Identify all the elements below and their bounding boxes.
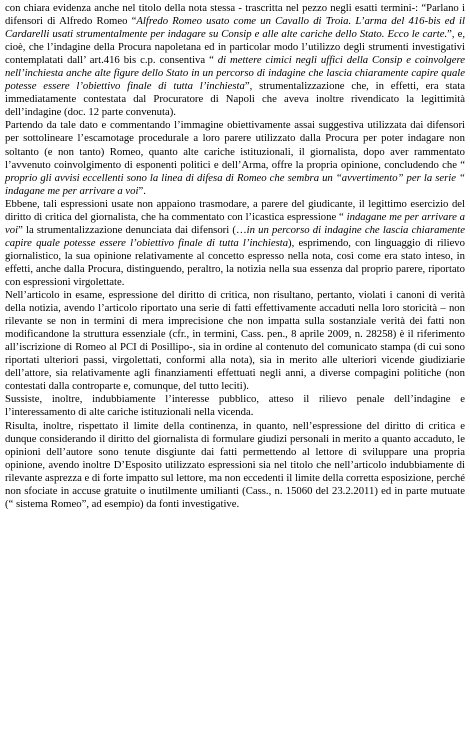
text-run: ), esprimendo, con linguaggio di rilievo giornalistico, la sua opinione relativamente al concetto espresso nella nota, così come era stato inteso, in effetti, anche dalla Procura, distinguendo, peraltro, la notizia nella sua essenza dal proprio parere, riportato con espressioni virgolettate. — [5, 236, 465, 288]
text-run: ”, strumentalizzazione che, in effetti, era stata immediatamente contestata dal Procuratore di Napoli che aveva inoltre rivendicato la legittimità dell’indagine (doc. 12 parte convenuta). — [5, 80, 465, 119]
italic-quote-run: di mettere cimici negli uffici della Consip e coinvolgere nell’inchiesta anche alte figure dello Stato in un percorso di indagine che lascia chiaramente capire quale potesse essere l’obiettivo finale di tutta l’inchiesta — [5, 54, 465, 93]
text-run: ” la strumentalizzazione denunciata dai difensori (… — [18, 223, 247, 236]
text-run: Risulta, inoltre, rispettato il limite della continenza, in quanto, nell’espressione del diritto di critica e dunque considerando il diritto del giornalista di formulare giudizi personali in merito a quanto accaduto, le opinioni dell’autore sono tenute disgiunte dai fatti permettendo al lettore di sviluppare una propria opinione, avendo inoltre D’Esposito utilizzato espressioni sia nel titolo che nell’articolo indubbiamente di rilevante asprezza e di forte impatto sul lettore, ma non eccedenti il limite della corretta esposizione, perché non sfociate in accuse gratuite o inutilmente umilianti (Cass., n. 15060 del 23.2.2011) ed in parte mutuate (“ sistema Romeo”, ad esempio) da fonti investigative. — [5, 419, 465, 510]
text-run: Nell’articolo in esame, espressione del diritto di critica, non risultano, pertanto, violati i canoni di verità della notizia, avendo l’articolo riportato una serie di fatti effettivamente accaduti nella loro storicità – non rilevante se non in termini di mera imprecisione che non impatta sulla sostanziale verità dei fatti non modificandone la struttura essenziale (cfr., in termini, Cass. pen., 8 aprile 2009, n. 28258) è il riferimento all’iscrizione di Romeo al PCI di Posillipo-, sia in ordine al contenuto del comunicato stampa (di cui sono riportati ulteriori passi, virgolettati, conformi alla nota), sia in merito alle ulteriori vicende giudiziarie dell’attore, sia relativamente agli finanziamenti effettuati negli anni, a diverse compagini politiche (non contestati dalla controparte e, comunque, del tutto leciti). — [5, 289, 465, 393]
italic-quote-run: in un percorso di indagine che lascia chiaramente capire quale potesse essere l’obiettivo finale di tutta l’inchiesta — [5, 223, 465, 249]
paragraph — [5, 420, 465, 511]
paragraph — [5, 198, 465, 289]
italic-quote-run: proprio gli avvisi eccellenti sono la linea di difesa di Romeo che sembra un “avvertimento” per la serie “ indagane me per arrivare a voi — [5, 171, 465, 197]
paragraph — [5, 289, 465, 393]
text-run: Ebbene, tali espressioni usate non appaiono trasmodare, a parere del giudicante, il legittimo esercizio del diritto di critica del giornalista, che ha commentato con l’icastica espressione “ — [5, 197, 465, 223]
paragraph — [5, 393, 465, 419]
text-run: con chiara evidenza anche nel titolo della nota stessa - trascritta nel pezzo negli esatti termini-: “Parlano i difensori di Alfredo Romeo “ — [5, 2, 465, 28]
text-run: Sussiste, inoltre, indubbiamente l’interesse pubblico, atteso il rilievo penale dell’indagine e l’interessamento di alte cariche istituzionali nella vicenda. — [5, 393, 465, 419]
text-run: Partendo da tale dato e commentando l’immagine obiettivamente assai suggestiva utilizzata dai difensori per sottolineare l’escamotage procedurale a loro parere utilizzato dalla Procura per poter indagare non soltanto (e non tanto) Romeo, quanto alte cariche istituzionali, il giornalista, dopo aver rammentato l’avvenuto coinvolgimento di esponenti politici e dell’Arma, offre la propria opinione, concludendo che “ — [5, 119, 465, 171]
italic-quote-run: indagane me per arrivare a voi — [5, 210, 465, 236]
paragraph — [5, 2, 465, 119]
paragraph — [5, 119, 465, 197]
italic-quote-run: Alfredo Romeo usato come un Cavallo di Troia. L’arma del 416-bis ed il Cardarelli usati strumentalmente per indagare su Consip e alle alte cariche dello Stato. Ecco le carte. — [5, 15, 465, 41]
text-run: ”. — [138, 184, 146, 197]
text-run: ”, e, cioè, che l’indagine della Procura napoletana ed in particolar modo l’utilizzo degli strumenti investigativi contemplatati dall’ art.416 bis c.p. consentiva “ — [5, 28, 465, 67]
